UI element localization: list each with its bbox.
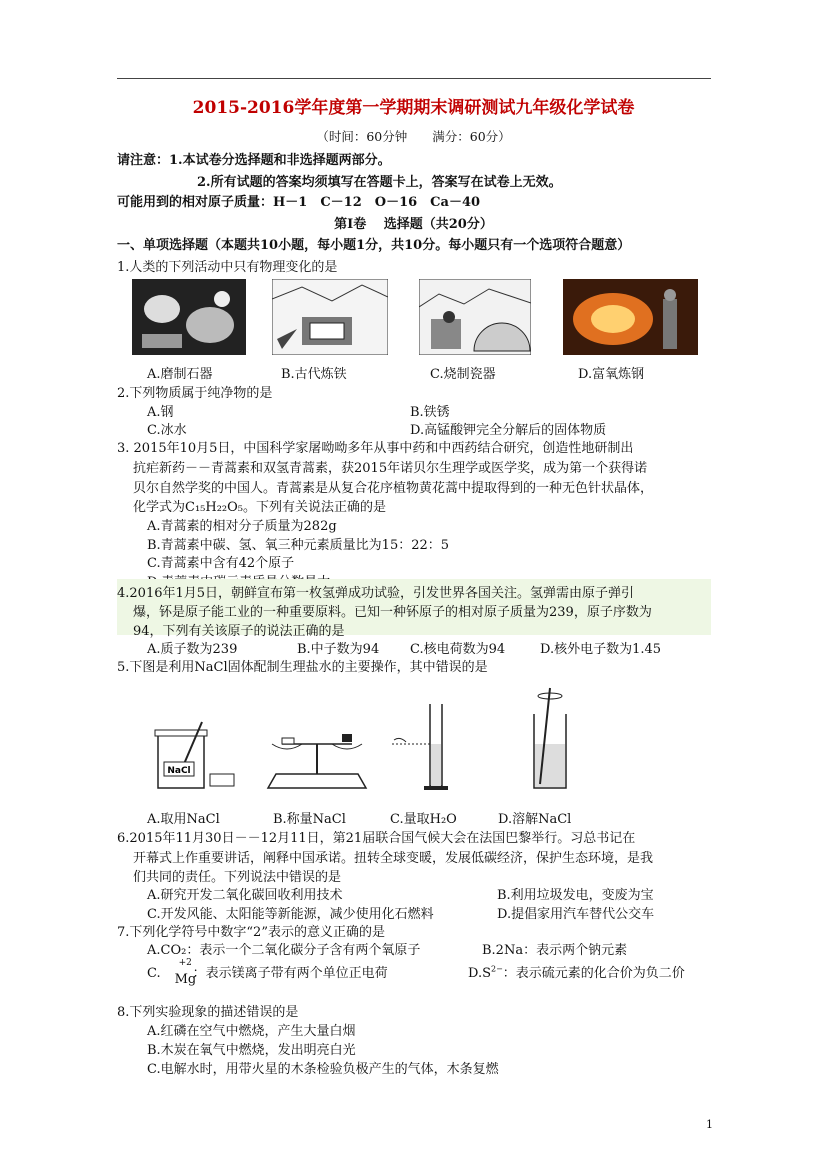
q3-line3: 贝尔自然学奖的中国人。青蒿素是从复合花序植物黄花蒿中提取得到的一种无色针状晶体，: [133, 481, 654, 496]
q5-option-c: C.量取H₂O: [390, 812, 457, 827]
mg-symbol: Mg: [174, 972, 197, 987]
exam-title: 2015-2016学年度第一学期期末调研测试九年级化学试卷: [192, 98, 635, 118]
q7-stem: 7.下列化学符号中数字“2”表示的意义正确的是: [117, 925, 385, 940]
q7-c-prefix: C.: [147, 966, 161, 981]
illustration-porcelain: [419, 279, 531, 355]
q2-stem: 2.下列物质属于纯净物的是: [117, 386, 273, 401]
diagram-take-nacl: [150, 720, 240, 790]
notice-line1: 请注意：1.本试卷分选择题和非选择题两部分。: [117, 153, 391, 168]
q3-line4: 化学式为C₁₅H₂₂O₅。下列有关说法正确的是: [133, 500, 386, 515]
diagram-dissolve-nacl: [520, 684, 580, 792]
q5-stem: 5.下图是利用NaCl固体配制生理盐水的主要操作，其中错误的是: [117, 660, 488, 675]
q7-d-prefix: D.S: [468, 966, 491, 981]
q8-stem: 8.下列实验现象的描述错误的是: [117, 1005, 299, 1020]
q1-option-c: C.烧制瓷器: [430, 367, 496, 382]
q4-option-d: D.核外电子数为1.45: [540, 642, 662, 657]
s-charge: 2−: [491, 964, 503, 974]
q5-option-b: B.称量NaCl: [273, 812, 346, 827]
q6-option-c: C.开发风能、太阳能等新能源，减少使用化石燃料: [147, 907, 434, 922]
q1-option-d: D.富氧炼钢: [578, 367, 645, 382]
q1-option-a: A.磨制石器: [147, 367, 213, 382]
atomic-mass: 可能用到的相对原子质量：H－1 C－12 O－16 Ca－40: [117, 195, 481, 210]
q2-option-b: B.铁锈: [410, 405, 450, 420]
q8-option-a: A.红磷在空气中燃烧，产生大量白烟: [147, 1024, 356, 1039]
q2-option-d: D.高锰酸钾完全分解后的固体物质: [410, 423, 607, 438]
photo-steelmaking: [563, 279, 698, 355]
q7-c-text: ：表示镁离子带有两个单位正电荷: [192, 966, 388, 981]
section1-title: 一、单项选择题（本题共10小题，每小题1分，共10分。每小题只有一个选项符合题意）: [117, 238, 631, 253]
q6-option-b: B.利用垃圾发电，变废为宝: [497, 888, 654, 903]
notice-line2: 2.所有试题的答案均须填写在答题卡上，答案写在试卷上无效。: [197, 175, 562, 190]
part1-title: 第Ⅰ卷 选择题（共20分）: [334, 217, 493, 232]
mg-charge: +2: [178, 958, 192, 968]
photo-grinding-stone: [132, 279, 246, 355]
q7-option-d: [468, 962, 685, 981]
q4-line1: 4.2016年1月5日，朝鲜宣布第一枚氢弹成功试验，引发世界各国关注。氢弹需由原子弹引: [117, 586, 635, 601]
q4-option-b: B.中子数为94: [297, 642, 380, 657]
illustration-ancient-iron: [272, 279, 388, 355]
q7-option-a: A.CO₂：表示一个二氧化碳分子含有两个氧原子: [147, 943, 421, 958]
q6-option-d: D.提倡家用汽车替代公交车: [497, 907, 655, 922]
q5-option-a: A.取用NaCl: [147, 812, 220, 827]
q3-line2: 抗疟新药－－青蒿素和双氢青蒿素，获2015年诺贝尔生理学或医学奖，成为第一个获得诺: [133, 461, 648, 476]
page-number: 1: [706, 1118, 713, 1131]
q3-option-c: C.青蒿素中含有42个原子: [147, 556, 295, 571]
q6-option-a: A.研究开发二氧化碳回收利用技术: [147, 888, 343, 903]
q6-line3: 们共同的责任。下列说法中错误的是: [133, 870, 342, 885]
q8-option-c: C.电解水时，用带火星的木条检验负极产生的气体，木条复燃: [147, 1062, 499, 1077]
q4-option-a: A.质子数为239: [147, 642, 238, 657]
diagram-measure-water: [388, 700, 468, 792]
q5-option-d: D.溶解NaCl: [498, 812, 572, 827]
q4-line2: 爆，钚是原子能工业的一种重要原料。已知一种钚原子的相对原子质量为239，原子序数为: [133, 605, 652, 620]
q1-option-b: B.古代炼铁: [281, 367, 347, 382]
q8-option-b: B.木炭在氧气中燃烧，发出明亮白光: [147, 1043, 356, 1058]
nacl-jar-label: NaCl: [167, 766, 191, 776]
q2-option-a: A.钢: [147, 405, 174, 420]
time-score: （时间：60分钟 满分：60分）: [316, 129, 511, 144]
diagram-weigh-nacl: [262, 730, 372, 790]
q2-option-c: C.冰水: [147, 423, 187, 438]
q3-line1: 3. 2015年10月5日，中国科学家屠呦呦多年从事中药和中西药结合研究，创造性地研制出: [117, 441, 634, 456]
q4-line3: 94，下列有关该原子的说法正确的是: [133, 624, 345, 639]
header-rule: [117, 78, 711, 79]
q1-stem: 1.人类的下列活动中只有物理变化的是: [117, 260, 338, 275]
q7-option-c: [147, 958, 388, 987]
q6-line1: 6.2015年11月30日－－12月11日，第21届联合国气候大会在法国巴黎举行。习总书记在: [117, 831, 636, 846]
q7-option-b: B.2Na：表示两个钠元素: [482, 943, 628, 958]
q3-option-a: A.青蒿素的相对分子质量为282g: [147, 519, 337, 534]
q3-option-b: B.青蒿素中碳、氢、氧三种元素质量比为15：22：5: [147, 538, 450, 553]
q6-line2: 开幕式上作重要讲话，阐释中国承诺。扭转全球变暖，发展低碳经济，保护生态环境，是我: [133, 851, 654, 866]
q7-d-text: ：表示硫元素的化合价为负二价: [502, 966, 685, 981]
q4-option-c: C.核电荷数为94: [410, 642, 506, 657]
